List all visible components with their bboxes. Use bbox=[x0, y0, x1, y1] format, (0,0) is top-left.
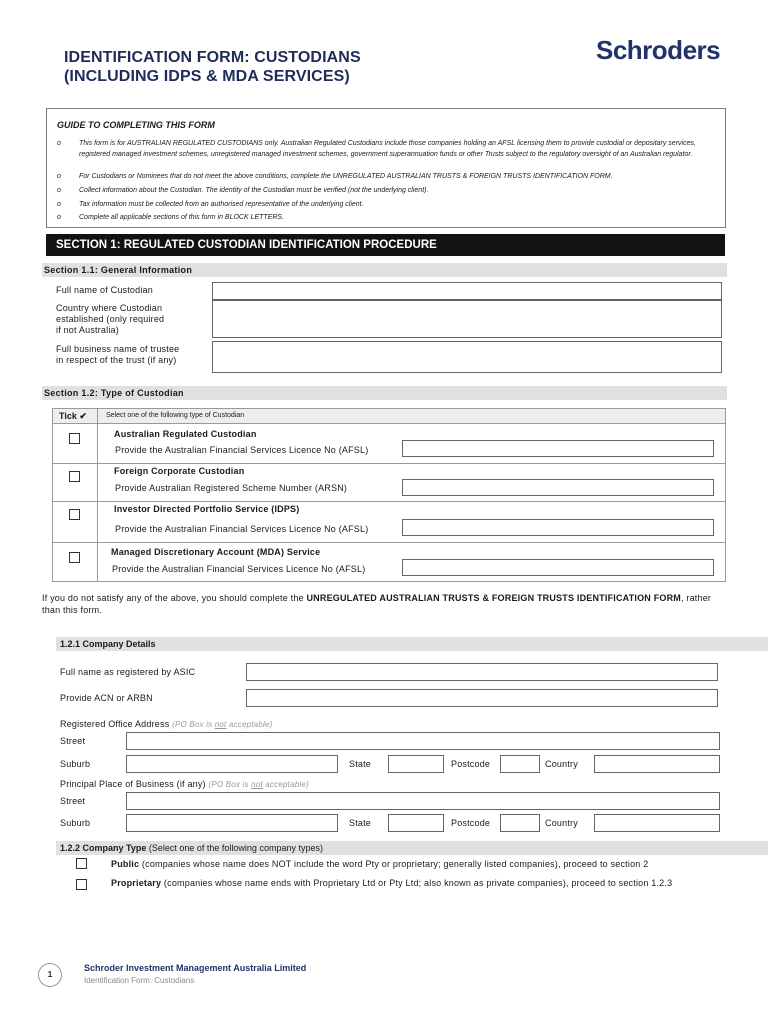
country-input[interactable] bbox=[212, 300, 722, 338]
guide-box bbox=[46, 108, 726, 228]
trustee-input[interactable] bbox=[212, 341, 722, 373]
guide-item: o Collect information about the Custodian. The identity of the Custodian must be verified (not the underlying client). bbox=[57, 187, 429, 194]
option-desc: Provide Australian Registered Scheme Number (ARSN) bbox=[115, 483, 348, 493]
public-option: Public (companies whose name does NOT include the word Pty or proprietary; generally listed companies), proceed to section 2 bbox=[111, 859, 649, 869]
company-type-heading: 1.2.2 Company Type (Select one of the following company types) bbox=[56, 841, 768, 855]
option-desc: Provide the Australian Financial Services Licence No (AFSL) bbox=[112, 564, 366, 574]
footer-company: Schroder Investment Management Australia Limited bbox=[84, 963, 307, 973]
ppb-postcode-input[interactable] bbox=[500, 814, 540, 832]
footer-form-name: Identification Form: Custodians bbox=[84, 976, 195, 985]
suburb-label: Suburb bbox=[60, 818, 91, 828]
proprietary-option: Proprietary (companies whose name ends with Proprietary Ltd or Pty Ltd; also known as private companies), proceed to section 1.2.3 bbox=[111, 878, 673, 888]
tick-header: Tick ✔ bbox=[59, 411, 87, 421]
title-line-2: (INCLUDING IDPS & MDA SERVICES) bbox=[64, 68, 350, 85]
page-number: 1 bbox=[38, 963, 62, 987]
asic-name-input[interactable] bbox=[246, 663, 718, 681]
afsl-input-3[interactable] bbox=[402, 559, 714, 576]
full-name-custodian-input[interactable] bbox=[212, 282, 722, 300]
table-divider bbox=[97, 408, 98, 582]
select-header: Select one of the following type of Custodian bbox=[106, 412, 245, 419]
registered-office-label: Registered Office Address (PO Box is not acceptable) bbox=[60, 719, 273, 729]
ppb-street-input[interactable] bbox=[126, 792, 720, 810]
title-line-1: IDENTIFICATION FORM: CUSTODIANS bbox=[64, 49, 361, 66]
row-divider bbox=[52, 501, 726, 502]
postcode-label: Postcode bbox=[451, 818, 491, 828]
reg-street-input[interactable] bbox=[126, 732, 720, 750]
state-label: State bbox=[349, 818, 372, 828]
option-checkbox-foreign-corporate[interactable] bbox=[69, 471, 80, 482]
option-title: Investor Directed Portfolio Service (IDPS) bbox=[114, 504, 300, 514]
guide-item: o For Custodians or Nominees that do not meet the above conditions, complete the UNREGULATED AUSTRALIAN TRUSTS & FOREIGN TRUSTS IDENTIFICATION FORM. bbox=[57, 173, 613, 180]
ppb-state-input[interactable] bbox=[388, 814, 444, 832]
option-checkbox-australian-regulated[interactable] bbox=[69, 433, 80, 444]
ppb-country-input[interactable] bbox=[594, 814, 720, 832]
reg-country-input[interactable] bbox=[594, 755, 720, 773]
full-name-custodian-label: Full name of Custodian bbox=[56, 285, 153, 295]
section-1-2-heading: Section 1.2: Type of Custodian bbox=[42, 386, 727, 400]
trustee-label: Full business name of trustee in respect of the trust (if any) bbox=[56, 344, 180, 365]
unregulated-note: If you do not satisfy any of the above, you should complete the UNREGULATED AUSTRALIAN TRUSTS & FOREIGN TRUSTS IDENTIFICATION FORM, rather than this form. bbox=[42, 593, 712, 615]
state-label: State bbox=[349, 759, 372, 769]
reg-postcode-input[interactable] bbox=[500, 755, 540, 773]
option-title: Australian Regulated Custodian bbox=[114, 429, 257, 439]
row-divider bbox=[52, 542, 726, 543]
suburb-label: Suburb bbox=[60, 759, 91, 769]
option-desc: Provide the Australian Financial Services Licence No (AFSL) bbox=[115, 524, 369, 534]
section-1-header: SECTION 1: REGULATED CUSTODIAN IDENTIFICATION PROCEDURE bbox=[46, 234, 725, 256]
page-title bbox=[64, 48, 361, 86]
postcode-label: Postcode bbox=[451, 759, 491, 769]
guide-item: o Complete all applicable sections of this form in BLOCK LETTERS. bbox=[57, 214, 285, 221]
proprietary-checkbox[interactable] bbox=[76, 879, 87, 890]
ppb-suburb-input[interactable] bbox=[126, 814, 338, 832]
option-title: Managed Discretionary Account (MDA) Service bbox=[111, 547, 321, 557]
option-title: Foreign Corporate Custodian bbox=[114, 466, 245, 476]
section-1-1-heading: Section 1.1: General Information bbox=[42, 263, 727, 277]
schroders-logo: Schroders bbox=[596, 35, 721, 65]
country-label: Country where Custodian established (only required if not Australia) bbox=[56, 303, 165, 335]
acn-input[interactable] bbox=[246, 689, 718, 707]
guide-item: o Tax information must be collected from an authorised representative of the underlying client. bbox=[57, 201, 364, 208]
guide-heading: GUIDE TO COMPLETING THIS FORM bbox=[57, 120, 215, 130]
option-checkbox-mda[interactable] bbox=[69, 552, 80, 563]
acn-label: Provide ACN or ARBN bbox=[60, 693, 153, 703]
reg-state-input[interactable] bbox=[388, 755, 444, 773]
asic-label: Full name as registered by ASIC bbox=[60, 667, 196, 677]
afsl-input-2[interactable] bbox=[402, 519, 714, 536]
street-label: Street bbox=[60, 736, 86, 746]
arsn-input[interactable] bbox=[402, 479, 714, 496]
row-divider bbox=[52, 463, 726, 464]
reg-suburb-input[interactable] bbox=[126, 755, 338, 773]
guide-item: o This form is for AUSTRALIAN REGULATED CUSTODIANS only. Australian Regulated Custodians include those companies holding an AFSL licensing them to provide custodial or depositary services, registered managed investment schemes, unregistered managed investment schemes, government superannuation funds or other Trusts subject to the regulatory oversight of an Australian regulator. bbox=[57, 140, 696, 158]
option-desc: Provide the Australian Financial Services Licence No (AFSL) bbox=[115, 445, 369, 455]
company-details-heading: 1.2.1 Company Details bbox=[56, 637, 768, 651]
country-label: Country bbox=[545, 818, 578, 828]
street-label: Street bbox=[60, 796, 86, 806]
country-label: Country bbox=[545, 759, 578, 769]
public-checkbox[interactable] bbox=[76, 858, 87, 869]
option-checkbox-idps[interactable] bbox=[69, 509, 80, 520]
ppb-label: Principal Place of Business (if any) (PO Box is not acceptable) bbox=[60, 779, 309, 789]
afsl-input-1[interactable] bbox=[402, 440, 714, 457]
